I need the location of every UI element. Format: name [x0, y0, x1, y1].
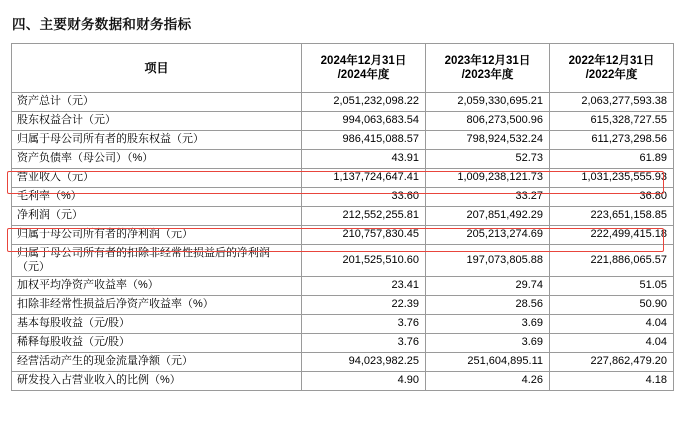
row-value-2024: 22.39: [302, 296, 426, 315]
row-value-2024: 43.91: [302, 150, 426, 169]
table-row: [12, 353, 674, 372]
row-value-2022: 611,273,298.56: [550, 131, 674, 150]
row-value-2022: 222,499,415.18: [550, 226, 674, 245]
row-value-2024: 1,137,724,647.41: [302, 169, 426, 188]
row-label: 稀释每股收益（元/股）: [12, 334, 302, 353]
row-label: 经营活动产生的现金流量净额（元）: [12, 353, 302, 372]
row-value-2022: 2,063,277,593.38: [550, 93, 674, 112]
row-label: 资产负债率（母公司）（%）: [12, 150, 302, 169]
row-value-2023: 29.74: [426, 277, 550, 296]
table-row: [12, 150, 674, 169]
row-value-2024: 3.76: [302, 334, 426, 353]
row-value-2022: 4.04: [550, 315, 674, 334]
row-label: 净利润（元）: [12, 207, 302, 226]
page-title: 四、主要财务数据和财务指标: [12, 17, 192, 32]
column-header-2023-line2: /2023年度: [461, 69, 514, 81]
row-value-2022: 227,862,479.20: [550, 353, 674, 372]
row-label: 股东权益合计（元）: [12, 112, 302, 131]
table-row-net-profit-parent: [12, 226, 674, 245]
row-value-2024: 986,415,088.57: [302, 131, 426, 150]
row-value-2023: 1,009,238,121.73: [426, 169, 550, 188]
row-value-2022: 4.04: [550, 334, 674, 353]
table-row: [12, 372, 674, 391]
row-value-2024: 210,757,830.45: [302, 226, 426, 245]
row-value-2022: 1,031,235,555.93: [550, 169, 674, 188]
row-value-2024: 4.90: [302, 372, 426, 391]
row-label: 营业收入（元）: [12, 169, 302, 188]
table-body: [12, 93, 674, 391]
row-label: 扣除非经常性损益后净资产收益率（%）: [12, 296, 302, 315]
row-label: 基本每股收益（元/股）: [12, 315, 302, 334]
row-label: 研发投入占营业收入的比例（%）: [12, 372, 302, 391]
table-row: [12, 131, 674, 150]
column-header-2024-line1: 2024年12月31日: [320, 54, 407, 67]
row-label: 加权平均净资产收益率（%）: [12, 277, 302, 296]
table-row-revenue: [12, 169, 674, 188]
row-value-2023: 197,073,805.88: [426, 245, 550, 277]
row-value-2022: 61.89: [550, 150, 674, 169]
row-value-2023: 3.69: [426, 334, 550, 353]
row-value-2024: 33.60: [302, 188, 426, 207]
table-row: [12, 334, 674, 353]
row-value-2022: 36.80: [550, 188, 674, 207]
column-header-item: [12, 44, 302, 93]
row-value-2024: 201,525,510.60: [302, 245, 426, 277]
table-row: [12, 93, 674, 112]
column-header-2022-line2: /2022年度: [585, 69, 638, 81]
column-header-item-text: 项目: [144, 60, 169, 75]
column-header-2023-line1: 2023年12月31日: [444, 54, 531, 67]
row-value-2023: 207,851,492.29: [426, 207, 550, 226]
row-value-2023: 52.73: [426, 150, 550, 169]
table-header: [12, 44, 674, 93]
row-label: 归属于母公司所有者的净利润（元）: [12, 226, 302, 245]
row-value-2023: 28.56: [426, 296, 550, 315]
row-value-2023: 798,924,532.24: [426, 131, 550, 150]
column-header-2022: [550, 44, 674, 93]
table-row: [12, 207, 674, 226]
row-value-2022: 50.90: [550, 296, 674, 315]
row-value-2023: 2,059,330,695.21: [426, 93, 550, 112]
row-value-2024: 23.41: [302, 277, 426, 296]
row-value-2023: 205,213,274.69: [426, 226, 550, 245]
row-value-2024: 212,552,255.81: [302, 207, 426, 226]
row-value-2024: 994,063,683.54: [302, 112, 426, 131]
table-row: [12, 277, 674, 296]
row-value-2023: 251,604,895.11: [426, 353, 550, 372]
financial-data-table: [11, 43, 674, 391]
row-value-2024: 94,023,982.25: [302, 353, 426, 372]
table-row: [12, 296, 674, 315]
row-label: 毛利率（%）: [12, 188, 302, 207]
column-header-2024-line2: /2024年度: [337, 69, 390, 81]
table-row: [12, 245, 674, 277]
row-value-2022: 223,651,158.85: [550, 207, 674, 226]
row-value-2024: 2,051,232,098.22: [302, 93, 426, 112]
table-row: [12, 112, 674, 131]
table-header-row: [12, 44, 674, 93]
row-value-2023: 806,273,500.96: [426, 112, 550, 131]
table-row: [12, 315, 674, 334]
column-header-2022-line1: 2022年12月31日: [568, 54, 655, 67]
row-value-2023: 3.69: [426, 315, 550, 334]
row-value-2022: 51.05: [550, 277, 674, 296]
row-value-2022: 615,328,727.55: [550, 112, 674, 131]
row-value-2023: 4.26: [426, 372, 550, 391]
row-value-2022: 4.18: [550, 372, 674, 391]
row-label: 归属于母公司所有者的扣除非经常性损益后的净利润（元）: [12, 245, 302, 277]
row-value-2022: 221,886,065.57: [550, 245, 674, 277]
row-label: 归属于母公司所有者的股东权益（元）: [12, 131, 302, 150]
row-value-2023: 33.27: [426, 188, 550, 207]
column-header-2024: [302, 44, 426, 93]
column-header-2023: [426, 44, 550, 93]
row-value-2024: 3.76: [302, 315, 426, 334]
row-label: 资产总计（元）: [12, 93, 302, 112]
table-row: [12, 188, 674, 207]
